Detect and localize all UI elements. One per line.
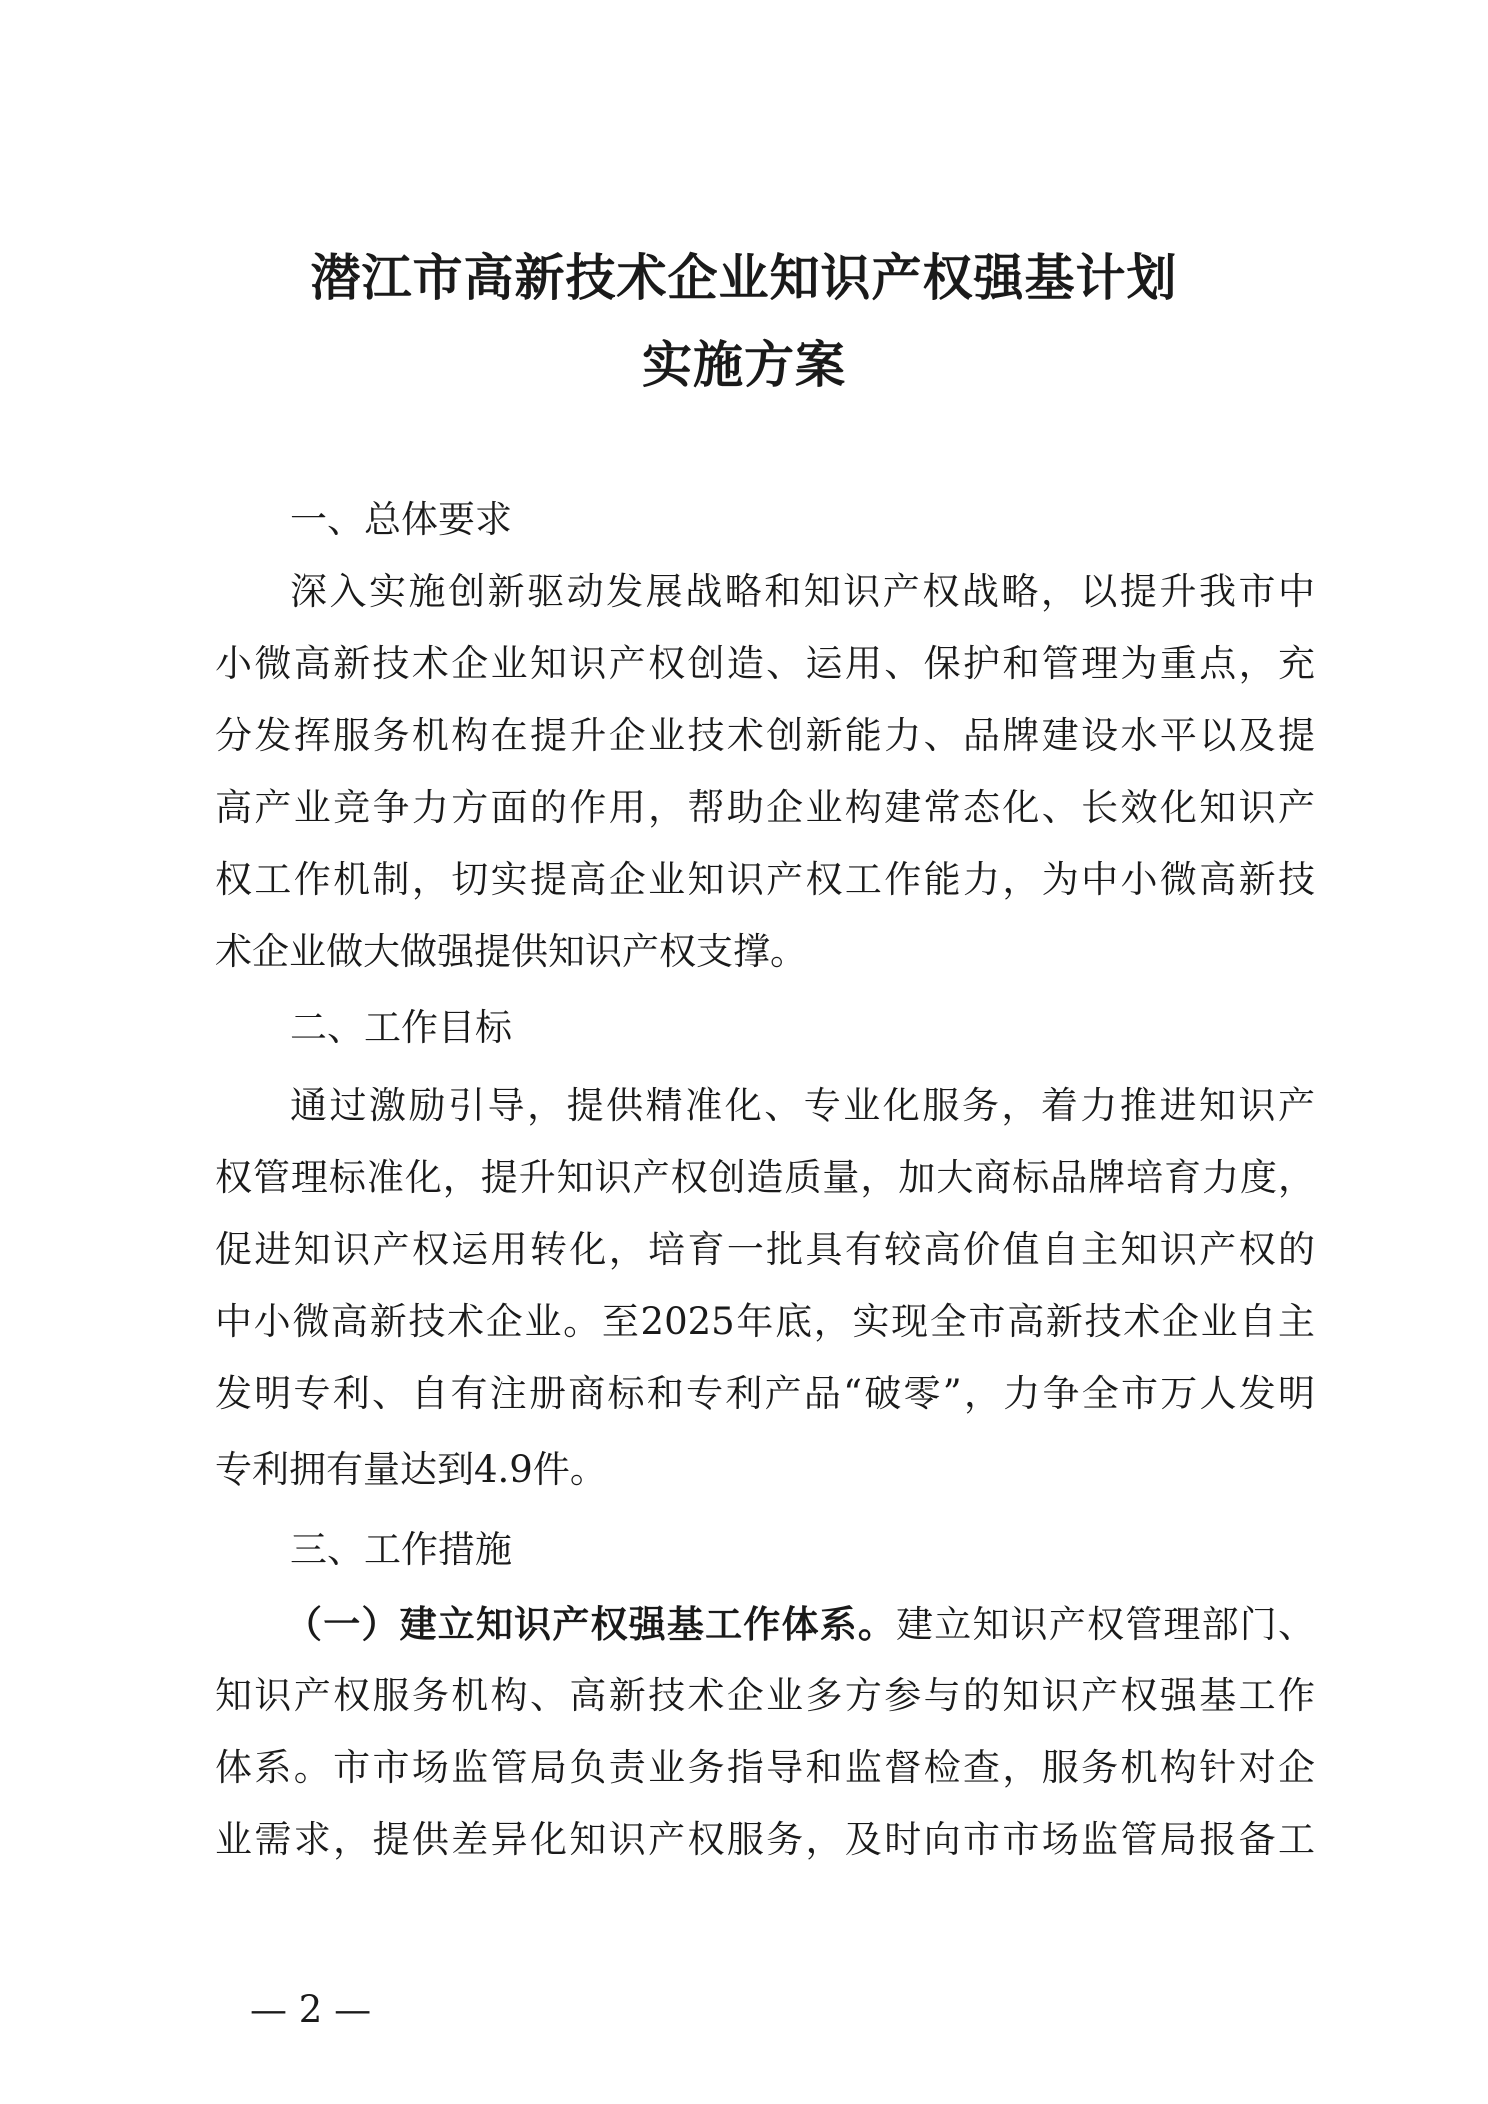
paragraph-line: 权管理标准化，提升知识产权创造质量，加大商标品牌培育力度， xyxy=(215,1156,1315,1199)
paragraph-line: 深入实施创新驱动发展战略和知识产权战略，以提升我市中 xyxy=(290,570,1315,613)
paragraph-line: 促进知识产权运用转化，培育一批具有较高价值自主知识产权的 xyxy=(215,1228,1315,1271)
paragraph-line xyxy=(285,1600,1315,1649)
paragraph-line: 体系。市市场监管局负责业务指导和监督检查，服务机构针对企 xyxy=(215,1746,1315,1789)
page-number: — 2 — xyxy=(250,1988,372,2031)
section1-heading: 一、总体要求 xyxy=(290,498,512,541)
paragraph-line: 术企业做大做强提供知识产权支撑。 xyxy=(215,930,807,973)
paragraph-line: 发明专利、自有注册商标和专利产品“破零”，力争全市万人发明 xyxy=(215,1372,1315,1415)
paragraph-line: 分发挥服务机构在提升企业技术创新能力、品牌建设水平以及提 xyxy=(215,714,1315,757)
paragraph-line: 中小微高新技术企业。至2025年底，实现全市高新技术企业自主 xyxy=(215,1300,1315,1343)
section3-heading: 三、工作措施 xyxy=(290,1528,512,1571)
paragraph-line: 专利拥有量达到4.9件。 xyxy=(215,1448,607,1491)
document-title-line1: 潜江市高新技术企业知识产权强基计划 xyxy=(310,248,1178,307)
paragraph-line: 权工作机制，切实提高企业知识产权工作能力，为中小微高新技 xyxy=(215,858,1315,901)
section2-heading: 二、工作目标 xyxy=(290,1006,512,1049)
subsection1-text: 建立知识产权管理部门、 xyxy=(896,1603,1316,1646)
paragraph-line: 高产业竞争力方面的作用，帮助企业构建常态化、长效化知识产 xyxy=(215,786,1315,829)
subsection1-heading: （一）建立知识产权强基工作体系。 xyxy=(285,1602,897,1646)
paragraph-line: 知识产权服务机构、高新技术企业多方参与的知识产权强基工作 xyxy=(215,1674,1315,1717)
paragraph-line: 业需求，提供差异化知识产权服务，及时向市市场监管局报备工 xyxy=(215,1818,1315,1861)
document-title-line2: 实施方案 xyxy=(642,335,846,394)
paragraph-line: 通过激励引导，提供精准化、专业化服务，着力推进知识产 xyxy=(290,1084,1315,1127)
paragraph-line: 小微高新技术企业知识产权创造、运用、保护和管理为重点，充 xyxy=(215,642,1315,685)
